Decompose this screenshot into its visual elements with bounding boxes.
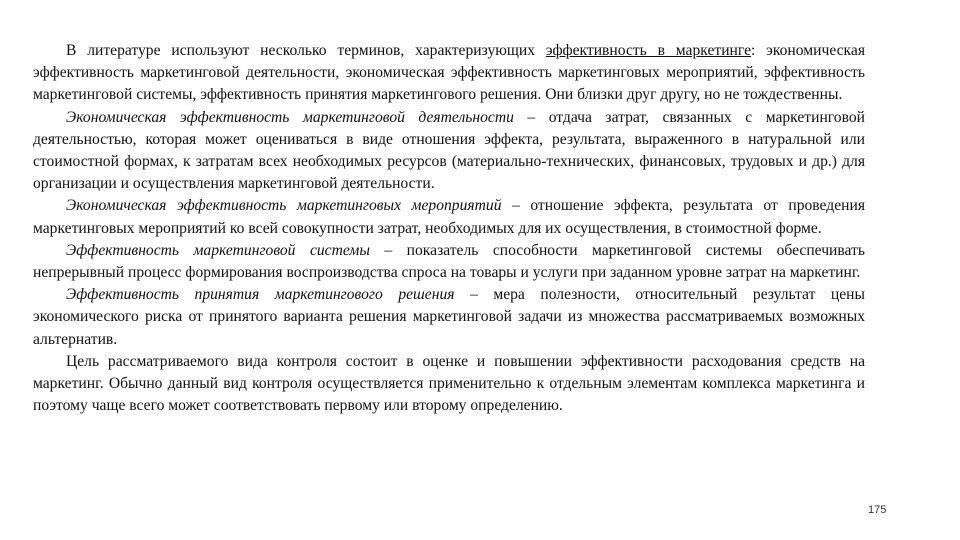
definition-paragraph-decision <box>33 284 865 351</box>
page-number: 175 <box>868 504 887 516</box>
definition-text: – мера полезности, относительный результат цены экономического риска от принятого варианта решения маркетинговой задачи из множества рассматриваемых возможных альтернатив. <box>33 286 865 348</box>
document-body <box>33 40 865 417</box>
definition-paragraph-measures <box>33 195 865 239</box>
intro-paragraph <box>33 40 865 107</box>
definition-term: Эффективность принятия маркетингового решения <box>66 286 455 304</box>
definition-term: Экономическая эффективность маркетинговой деятельности <box>66 108 514 126</box>
definition-text: – отдача затрат, связанных с маркетинговой деятельностью, которая может оцениваться в виде отношения эффекта, результата, выраженного в натуральной или стоимостной формах, к затратам всех необходимых ресурсов (материально-технических, финансовых, трудовых и др.) для организации и осуществления маркетинговой деятельности. <box>33 108 865 193</box>
definition-term: Эффективность маркетинговой системы <box>66 241 370 259</box>
definition-paragraph-activity <box>33 107 865 196</box>
intro-list: : экономическая эффективность маркетинговой деятельности, экономическая эффективность маркетинговых мероприятий, эффективность маркетинговой системы, эффективность принятия маркетингового решения. Они близки друг другу, но не тождественны. <box>33 42 865 104</box>
definition-text: – показатель способности маркетинговой системы обеспечивать непрерывный процесс формирования воспроизводства спроса на товары и услуги при заданном уровне затрат на маркетинг. <box>33 241 865 282</box>
underlined-term: эффективность в маркетинге <box>545 42 751 59</box>
definition-text: – отношение эффекта, результата от проведения маркетинговых мероприятий ко всей совокупности затрат, необходимых для их осуществления, в стоимостной форме. <box>33 197 865 237</box>
conclusion-paragraph: Цель рассматриваемого вида контроля состоит в оценке и повышении эффективности расходования средств на маркетинг. Обычно данный вид контроля осуществляется применительно к отдельным элементам комплекса маркетинга и поэтому чаще всего может соответствовать первому или второму определению. <box>33 352 865 415</box>
definition-paragraph-system <box>33 240 865 284</box>
intro-text: В литературе используют несколько терминов, характеризующих <box>66 42 546 59</box>
definition-term: Экономическая эффективность маркетинговых мероприятий <box>66 197 502 215</box>
